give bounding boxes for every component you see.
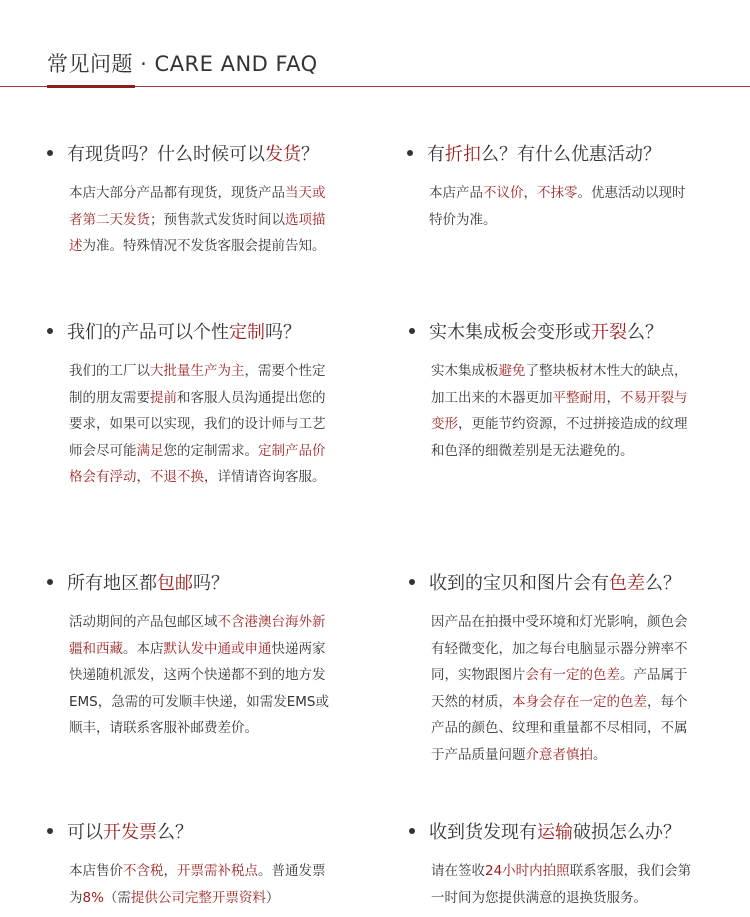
text-segment: 活动期间的产品包邮区域 xyxy=(69,614,218,630)
text-segment: 。普通发票为 xyxy=(69,863,326,906)
text-segment: 收到的宝贝和图片会有 xyxy=(429,573,609,594)
highlight-text: 不退不换 xyxy=(150,469,204,485)
text-segment: 请在签收 xyxy=(431,863,485,879)
highlight-text: 本身会存在一定的色差 xyxy=(512,693,647,710)
text-segment: 吗？ xyxy=(265,322,301,343)
highlight-text: 24小时内拍照 xyxy=(485,863,570,879)
faq-question xyxy=(409,818,699,844)
faq-question xyxy=(47,818,337,844)
highlight-text: 不议价 xyxy=(483,185,524,201)
text-segment: 收到货发现有 xyxy=(429,822,537,843)
text-segment: 本店大部分产品都有现货，现货产品 xyxy=(69,185,285,201)
highlight-text: 开票需补税点 xyxy=(177,863,258,879)
text-segment: 。 xyxy=(593,746,607,763)
faq-item-free-shipping xyxy=(47,569,337,742)
text-segment: 我们的产品可以个性 xyxy=(67,322,229,343)
highlight-text: 不抹零 xyxy=(537,185,578,201)
text-segment: 本店产品 xyxy=(429,185,483,201)
highlight-text: 色差 xyxy=(609,573,645,594)
faq-question xyxy=(47,569,337,595)
faq-item-stock xyxy=(47,140,337,260)
text-segment: 为准。特殊情况不发货客服会提前告知。 xyxy=(82,238,326,254)
text-segment: 么？有什么优惠活动？ xyxy=(481,144,661,165)
highlight-text: 当天或者第二天发货 xyxy=(69,185,326,228)
faq-answer xyxy=(69,609,331,742)
faq-answer xyxy=(431,609,693,768)
text-segment: 有 xyxy=(427,144,445,165)
text-segment: 可以 xyxy=(67,822,103,843)
highlight-text: 平整耐用 xyxy=(552,389,607,406)
text-segment: 。优惠活动以现时特价为准。 xyxy=(429,185,686,228)
faq-item-discount xyxy=(407,140,697,233)
text-segment: ，详情请咨询客服。 xyxy=(204,469,326,485)
highlight-text: 不易开裂与变形 xyxy=(431,389,688,432)
page-title: 常见问题 · CARE AND FAQ xyxy=(47,52,318,76)
faq-answer xyxy=(431,358,693,464)
text-segment: ， xyxy=(606,389,620,406)
faq-answer xyxy=(429,180,691,233)
highlight-text: 开发票 xyxy=(103,822,157,843)
faq-item-invoice xyxy=(47,818,337,911)
highlight-text: 运输 xyxy=(537,822,573,843)
highlight-text: 8% xyxy=(82,889,104,906)
text-segment: 快递两家快递随机派发，这两个快递都不到的地方发EMS，急需的可发顺丰快递，如需发EMS或顺丰，请联系客服补邮费差价。 xyxy=(69,640,329,736)
text-segment: ，需要个性定制的朋友需要 xyxy=(69,363,326,406)
highlight-text: 定制 xyxy=(229,322,265,343)
text-segment: 。产品属于天然的材质， xyxy=(431,667,688,710)
text-segment: （需 xyxy=(103,889,131,906)
text-segment: 联系客服，我们会第一时间为您提供满意的退换货服务。 xyxy=(431,863,692,906)
highlight-text: 满足 xyxy=(136,442,164,459)
faq-answer xyxy=(69,358,331,491)
faq-answer xyxy=(431,858,693,911)
faq-item-customization xyxy=(47,318,337,491)
text-segment: 因产品在拍摄中受环境和灯光影响，颜色会有轻微变化，加之每台电脑显示器分辨率不同，实物跟图片 xyxy=(431,614,688,683)
text-segment: 破损怎么办？ xyxy=(573,822,681,843)
highlight-text: 包邮 xyxy=(157,573,193,594)
text-segment: 实木集成板会变形或 xyxy=(429,322,591,343)
highlight-text: 选项描述 xyxy=(69,211,326,254)
text-segment: ） xyxy=(265,889,280,906)
text-segment: 我们的工厂以 xyxy=(69,363,150,379)
text-segment: 么？ xyxy=(157,822,193,843)
text-segment: ；预售款式发货时间以 xyxy=(150,211,285,228)
text-segment: 吗？ xyxy=(193,573,229,594)
faq-item-shipping-damage xyxy=(409,818,699,911)
text-segment: 和客服人员沟通提出您的要求，如果可以实现，我们的设计师与工艺师会尽可能 xyxy=(69,389,326,459)
faq-answer xyxy=(69,858,331,911)
text-segment: 么？ xyxy=(627,322,663,343)
text-segment: ， xyxy=(136,469,150,485)
text-segment: ， xyxy=(523,185,537,201)
highlight-text: 定制产品价格会有浮动 xyxy=(69,442,326,485)
highlight-text: 提供公司完整开票资料 xyxy=(130,889,266,906)
highlight-text: 折扣 xyxy=(445,144,481,165)
text-segment: 实木集成板 xyxy=(431,363,499,379)
faq-question xyxy=(47,318,337,344)
text-segment: ？ xyxy=(301,144,319,165)
text-segment: ，每个产品的颜色、纹理和重量都不尽相同，不属于产品质量问题 xyxy=(431,693,688,763)
highlight-text: 开裂 xyxy=(591,322,627,343)
highlight-text: 介意者慎拍 xyxy=(525,746,593,763)
faq-question xyxy=(409,318,699,344)
text-segment: 。本店 xyxy=(123,640,164,657)
text-segment: ，更能节约资源，不过拼接造成的纹理和色泽的细微差别是无法避免的。 xyxy=(431,416,688,459)
header-accent-bar xyxy=(47,85,135,88)
text-segment: 了整块板材木性大的缺点，加工出来的木器更加 xyxy=(431,363,688,406)
highlight-text: 不含港澳台海外新疆和西藏 xyxy=(69,614,326,657)
highlight-text: 默认发中通或申通 xyxy=(163,640,272,657)
highlight-text: 提前 xyxy=(150,389,177,406)
faq-question xyxy=(47,140,337,166)
highlight-text: 大批量生产为主 xyxy=(150,363,245,379)
highlight-text: 发货 xyxy=(265,144,301,165)
text-segment: 所有地区都 xyxy=(67,573,157,594)
faq-answer xyxy=(69,180,331,260)
text-segment: 本店售价 xyxy=(69,863,123,879)
text-segment: 么？ xyxy=(645,573,681,594)
highlight-text: 不含税 xyxy=(123,863,164,879)
faq-question xyxy=(407,140,697,166)
highlight-text: 会有一定的色差 xyxy=(525,667,620,683)
highlight-text: 避免 xyxy=(498,363,526,379)
faq-item-color-difference xyxy=(409,569,699,768)
text-segment: 您的定制需求。 xyxy=(163,442,258,459)
faq-question xyxy=(409,569,699,595)
faq-item-wood-deformation xyxy=(409,318,699,464)
text-segment: ， xyxy=(163,863,177,879)
text-segment: 有现货吗？什么时候可以 xyxy=(67,144,265,165)
